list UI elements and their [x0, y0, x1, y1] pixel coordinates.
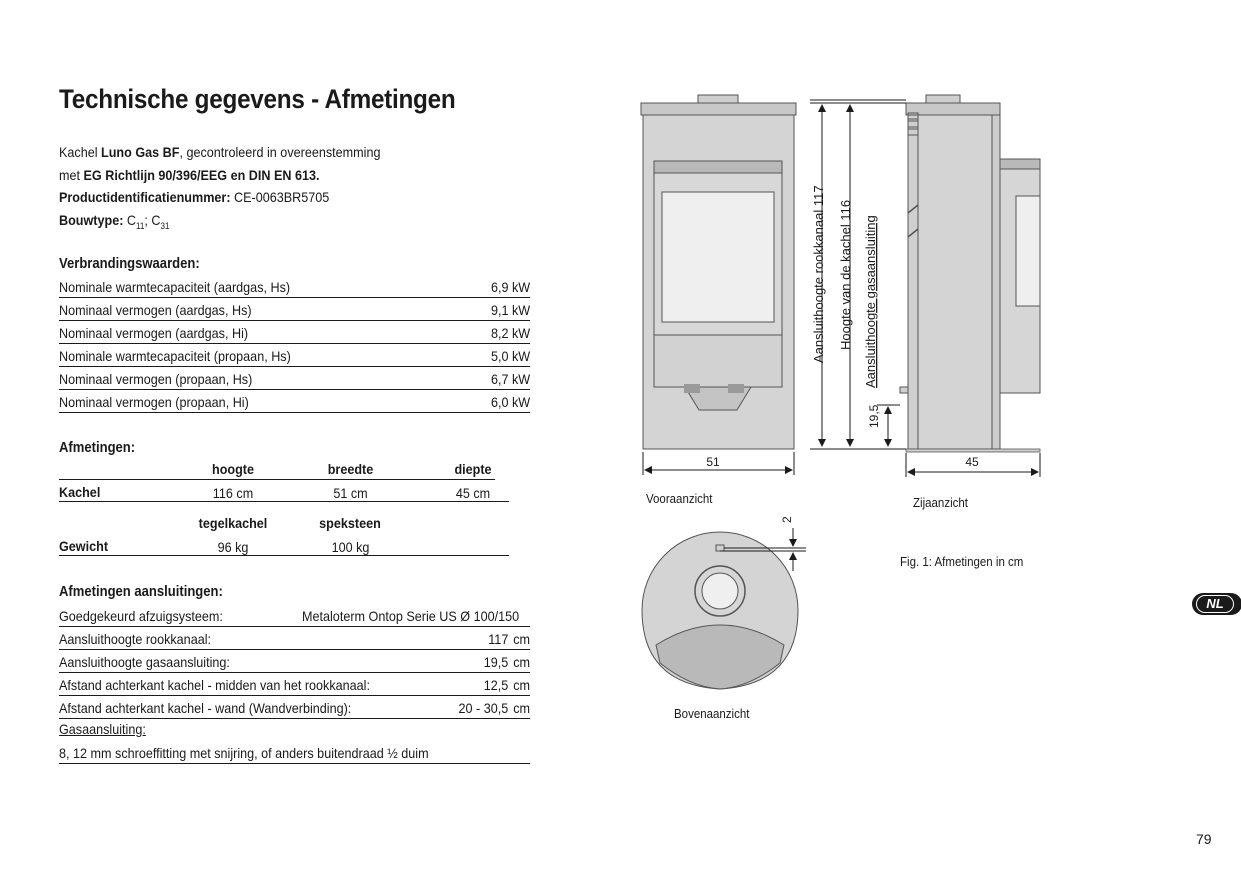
- top-view: [642, 532, 798, 689]
- kachel-hoogte: 116 cm: [212, 485, 254, 501]
- kachel-height-label: Hoogte van de kachel 116: [838, 199, 853, 350]
- dim-divider: [59, 555, 509, 556]
- combustion-row: Nominaal vermogen (propaan, Hi) 6,0 kW: [59, 390, 530, 413]
- intro-block: [59, 141, 416, 237]
- gas-height-label: Aansluithoogte gasaansluiting: [863, 215, 878, 388]
- kachel-breedte: 51 cm: [333, 485, 368, 501]
- combustion-row: Nominale warmtecapaciteit (aardgas, Hs) 6,9 kW: [59, 275, 530, 298]
- side-depth-label: 45: [965, 455, 979, 469]
- gas-connection-label: Gasaansluiting:: [59, 721, 146, 737]
- front-caption: Vooraanzicht: [646, 492, 713, 506]
- col-breedte: breedte: [327, 461, 374, 477]
- col-diepte: diepte: [454, 461, 492, 477]
- front-view: [641, 95, 796, 449]
- kachel-label: Kachel: [59, 484, 101, 500]
- intro-line-4: Bouwtype: $C_{11}$; $C_{31}$: [59, 211, 170, 231]
- dim-divider: [59, 479, 495, 480]
- connection-row: Afstand achterkant kachel - midden van het rookkanaal: 12,5 cm: [59, 673, 530, 696]
- top-caption: Bovenaanzicht: [674, 707, 750, 721]
- connection-row: Goedgekeurd afzuigsysteem: Metaloterm Ontop Serie US Ø 100/150: [59, 604, 530, 627]
- col-speksteen: speksteen: [319, 515, 381, 531]
- gewicht-tegel: 96 kg: [217, 539, 249, 555]
- combustion-row: Nominale warmtecapaciteit (propaan, Hs) 5,0 kW: [59, 344, 530, 367]
- gewicht-speksteen: 100 kg: [331, 539, 370, 555]
- intro-line-1: Kachel Luno Gas BF, gecontroleerd in overeenstemming: [59, 144, 381, 160]
- kachel-diepte: 45 cm: [455, 485, 491, 501]
- front-width-label: 51: [706, 455, 720, 469]
- gewicht-label: Gewicht: [59, 538, 109, 554]
- side-caption: Zijaanzicht: [913, 496, 968, 510]
- connection-row: 8, 12 mm schroeffitting met snijring, of anders buitendraad ½ duim: [59, 741, 530, 764]
- gas-height-value: 19,5: [867, 404, 881, 428]
- page-number: 79: [1196, 831, 1212, 847]
- page-title: Technische gegevens - Afmetingen: [59, 84, 456, 114]
- language-badge: [1192, 593, 1241, 615]
- intro-line-3: Productidentificatienummer: CE-0063BR5705: [59, 189, 330, 205]
- col-tegelkachel: tegelkachel: [198, 515, 268, 531]
- connections-heading: Afmetingen aansluitingen:: [59, 584, 223, 600]
- combustion-heading: Verbrandingswaarden:: [59, 256, 200, 272]
- intro-line-2: met EG Richtlijn 90/396/EEG en DIN EN 613.: [59, 166, 320, 183]
- figure-caption: Fig. 1: Afmetingen in cm: [900, 555, 1024, 569]
- language-badge-label: NL: [1196, 595, 1234, 613]
- dim-divider: [59, 501, 509, 502]
- side-view: [900, 95, 1040, 452]
- connection-row: Afstand achterkant kachel - wand (Wandverbinding): 20 - 30,5 cm: [59, 696, 530, 719]
- rookkanaal-label: Aansluithoogte rookkanaal 117: [811, 185, 826, 363]
- top-offset-label: 2: [780, 516, 794, 523]
- combustion-row: Nominaal vermogen (aardgas, Hi) 8,2 kW: [59, 321, 530, 344]
- combustion-row: Nominaal vermogen (aardgas, Hs) 9,1 kW: [59, 298, 530, 321]
- col-hoogte: hoogte: [212, 461, 254, 477]
- combustion-row: Nominaal vermogen (propaan, Hs) 6,7 kW: [59, 367, 530, 390]
- dimension-drawing: [630, 85, 1100, 725]
- connection-row: Aansluithoogte rookkanaal: 117 cm: [59, 627, 530, 650]
- connection-row: Aansluithoogte gasaansluiting: 19,5 cm: [59, 650, 530, 673]
- dimensions-heading: Afmetingen:: [59, 440, 136, 456]
